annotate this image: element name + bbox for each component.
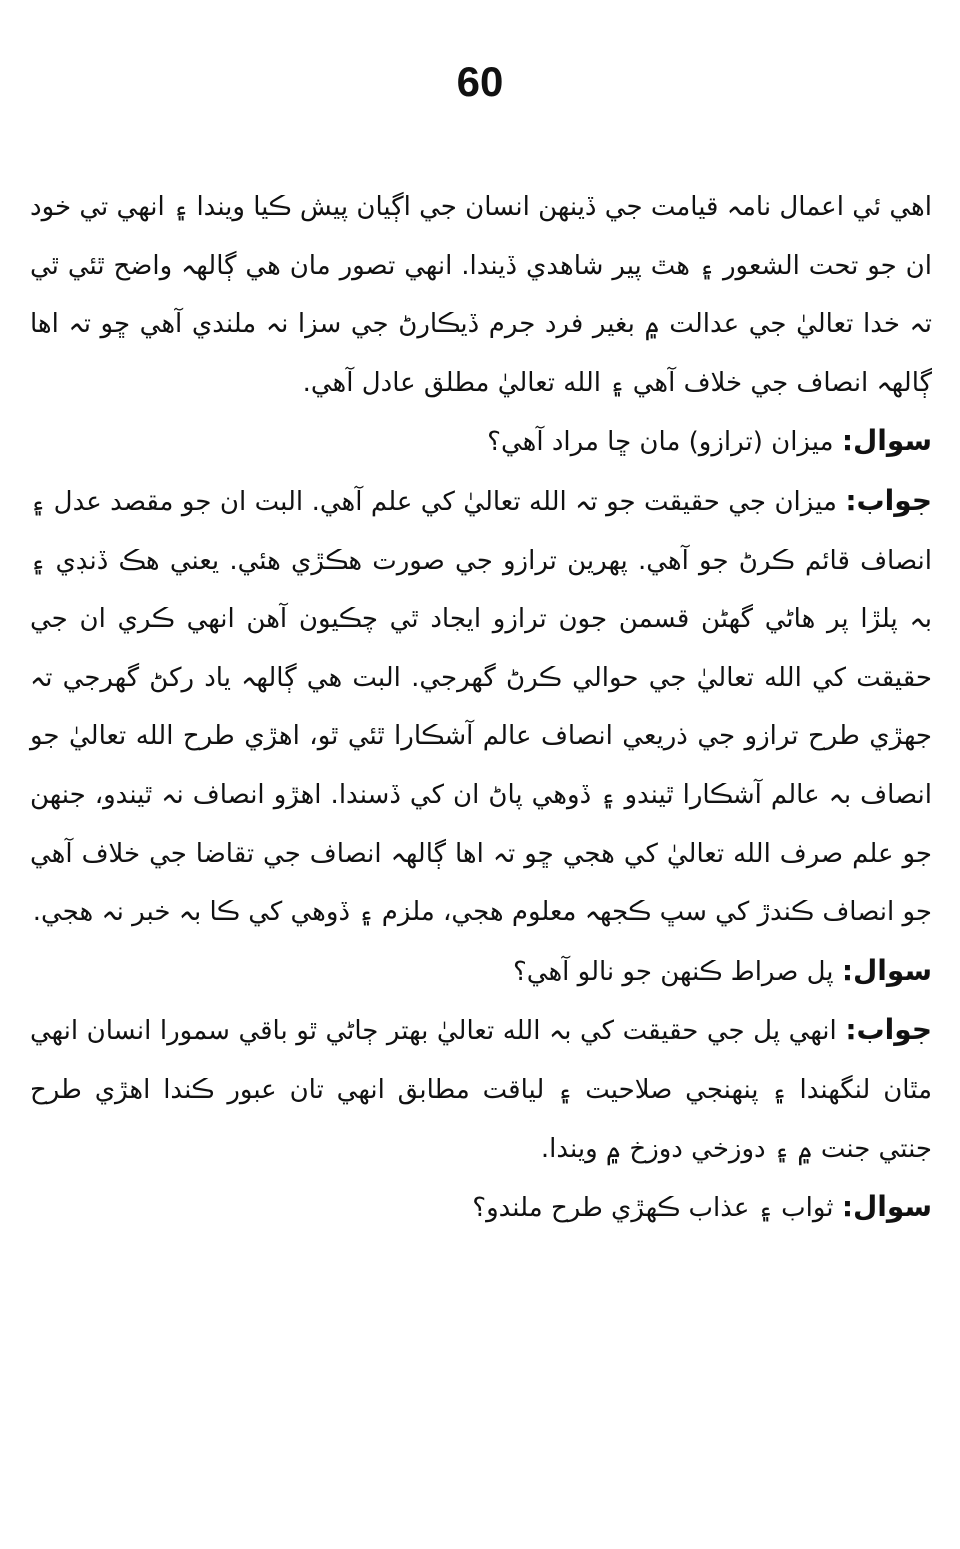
question-text: ثواب ۽ عذاب ڪهڙي طرح ملندو؟ [472, 1193, 834, 1224]
question-pul-sirat [30, 942, 932, 1002]
page-body [30, 178, 932, 1238]
intro-paragraph [30, 178, 932, 412]
question-thawab-azab [30, 1178, 932, 1238]
answer-label: جواب: [845, 483, 933, 517]
paragraph-text: اهي ئي اعمال نامہ قيامت جي ڏينهن انسان جي اڳيان پيش ڪيا ويندا ۽ انهي تي خود ان جو تحت الشعور ۽ هٿ پير شاهدي ڏيندا. انهي تصور مان هي ڳالهہ واضح ٿئي ٿي تہ خدا تعاليٰ جي عدالت ۾ بغير فرد جرم ڏيڪارڻ جي سزا نہ ملندي آهي ڇو تہ اها ڳالهہ انصاف جي خلاف آهي ۽ الله تعاليٰ مطلق عادل آهي. [30, 192, 932, 398]
answer-text: ميزان جي حقيقت جو تہ الله تعاليٰ کي علم آهي. البت ان جو مقصد عدل ۽ انصاف قائم ڪرڻ جو آهي. پهرين ترازو جي صورت هڪڙي هئي. يعني هڪ ڏنڊي ۽ بہ پلڙا پر هاڻي گهڻن قسمن جون ترازو ايجاد ٿي چڪيون آهن انهي ڪري ان جي حقيقت کي الله تعاليٰ جي حوالي ڪرڻ گهرجي. البت هي ڳالهہ ياد رکڻ گهرجي تہ جهڙي طرح ترازو جي ذريعي انصاف عالم آشڪارا ٿئي ٿو، اهڙي طرح الله تعاليٰ جو انصاف بہ عالم آشڪارا ٿيندو ۽ ڏوهي پاڻ ان کي ڏسندا. اهڙو انصاف نہ ٿيندو، جنهن جو علم صرف الله تعاليٰ کي هجي ڇو تہ اها ڳالهہ انصاف جي تقاضا جي خلاف آهي جو انصاف ڪندڙ کي سڀ ڪجهہ معلوم هجي، ملزم ۽ ڏوهي کي ڪا بہ خبر نہ هجي. [30, 486, 932, 928]
question-label: سوال: [841, 424, 932, 458]
question-text: پل صراط ڪنهن جو نالو آهي؟ [512, 956, 834, 987]
answer-text: انهي پل جي حقيقت کي بہ الله تعاليٰ بهتر ڄاڻي ٿو باقي سمورا انسان انهي مٿان لنگهندا ۽ پنهنجي صلاحيت ۽ لياقت مطابق انهي تان عبور ڪندا اهڙي طرح جنتي جنت ۾ ۽ دوزخي دوزخ ۾ ويندا. [30, 1016, 932, 1164]
answer-mizan [30, 472, 932, 942]
answer-label: جواب: [845, 1013, 933, 1047]
question-text: ميزان (ترازو) مان ڇا مراد آهي؟ [487, 427, 834, 458]
answer-pul-sirat [30, 1001, 932, 1178]
question-mizan [30, 412, 932, 472]
question-label: سوال: [841, 953, 932, 987]
page-number: 60 [456, 58, 504, 105]
question-label: سوال: [841, 1190, 932, 1224]
